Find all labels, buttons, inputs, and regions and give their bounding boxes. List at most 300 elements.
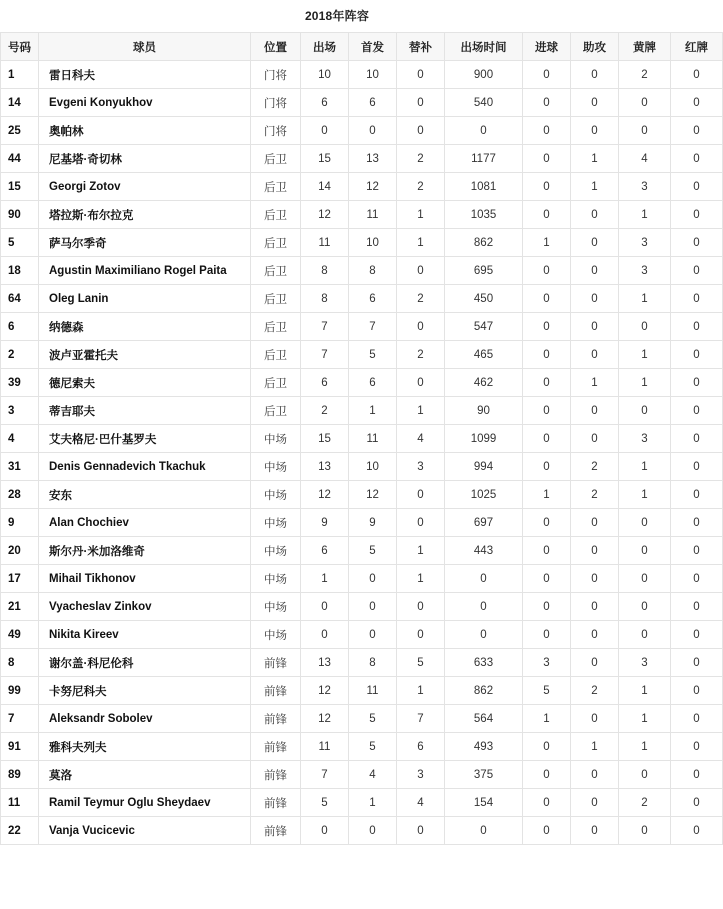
cell-position: 后卫 xyxy=(251,341,301,369)
cell-goals: 1 xyxy=(523,705,571,733)
cell-yellow: 0 xyxy=(619,89,671,117)
cell-player: Aleksandr Sobolev xyxy=(39,705,251,733)
cell-number: 17 xyxy=(1,565,39,593)
cell-starts: 11 xyxy=(349,425,397,453)
column-header-apps: 出场 xyxy=(301,33,349,61)
cell-position: 中场 xyxy=(251,593,301,621)
cell-number: 2 xyxy=(1,341,39,369)
cell-yellow: 3 xyxy=(619,257,671,285)
cell-apps: 7 xyxy=(301,761,349,789)
cell-yellow: 0 xyxy=(619,817,671,845)
cell-subs: 2 xyxy=(397,173,445,201)
cell-minutes: 862 xyxy=(445,229,523,257)
column-header-subs: 替补 xyxy=(397,33,445,61)
cell-yellow: 1 xyxy=(619,341,671,369)
cell-position: 前锋 xyxy=(251,817,301,845)
cell-position: 前锋 xyxy=(251,705,301,733)
cell-goals: 0 xyxy=(523,61,571,89)
cell-assists: 0 xyxy=(571,649,619,677)
cell-number: 90 xyxy=(1,201,39,229)
cell-apps: 11 xyxy=(301,733,349,761)
cell-subs: 1 xyxy=(397,537,445,565)
cell-minutes: 90 xyxy=(445,397,523,425)
table-row xyxy=(1,817,723,845)
cell-minutes: 0 xyxy=(445,621,523,649)
cell-subs: 1 xyxy=(397,565,445,593)
cell-number: 22 xyxy=(1,817,39,845)
column-header-player: 球员 xyxy=(39,33,251,61)
cell-goals: 1 xyxy=(523,481,571,509)
cell-assists: 0 xyxy=(571,565,619,593)
cell-yellow: 0 xyxy=(619,593,671,621)
cell-assists: 0 xyxy=(571,89,619,117)
cell-player: Georgi Zotov xyxy=(39,173,251,201)
cell-goals: 0 xyxy=(523,509,571,537)
cell-goals: 0 xyxy=(523,453,571,481)
cell-minutes: 1081 xyxy=(445,173,523,201)
cell-position: 前锋 xyxy=(251,761,301,789)
cell-player: Vanja Vucicevic xyxy=(39,817,251,845)
cell-subs: 0 xyxy=(397,817,445,845)
cell-position: 后卫 xyxy=(251,229,301,257)
cell-red: 0 xyxy=(671,173,723,201)
cell-assists: 0 xyxy=(571,537,619,565)
cell-red: 0 xyxy=(671,481,723,509)
cell-subs: 5 xyxy=(397,649,445,677)
cell-subs: 0 xyxy=(397,61,445,89)
cell-subs: 3 xyxy=(397,761,445,789)
cell-assists: 1 xyxy=(571,145,619,173)
cell-starts: 5 xyxy=(349,341,397,369)
cell-red: 0 xyxy=(671,621,723,649)
cell-minutes: 450 xyxy=(445,285,523,313)
cell-apps: 7 xyxy=(301,341,349,369)
cell-player: 奥帕林 xyxy=(39,117,251,145)
cell-minutes: 547 xyxy=(445,313,523,341)
table-row xyxy=(1,733,723,761)
cell-subs: 4 xyxy=(397,789,445,817)
table-header xyxy=(1,33,723,61)
cell-player: 尼基塔·奇切林 xyxy=(39,145,251,173)
squad-table xyxy=(0,32,723,845)
cell-goals: 0 xyxy=(523,145,571,173)
cell-red: 0 xyxy=(671,61,723,89)
cell-starts: 0 xyxy=(349,817,397,845)
cell-apps: 15 xyxy=(301,425,349,453)
cell-goals: 0 xyxy=(523,89,571,117)
cell-minutes: 154 xyxy=(445,789,523,817)
table-row xyxy=(1,313,723,341)
cell-assists: 0 xyxy=(571,509,619,537)
cell-yellow: 1 xyxy=(619,481,671,509)
column-header-red: 红牌 xyxy=(671,33,723,61)
cell-position: 门将 xyxy=(251,89,301,117)
cell-position: 中场 xyxy=(251,453,301,481)
cell-position: 前锋 xyxy=(251,649,301,677)
cell-minutes: 462 xyxy=(445,369,523,397)
table-row xyxy=(1,257,723,285)
cell-number: 7 xyxy=(1,705,39,733)
cell-assists: 0 xyxy=(571,229,619,257)
cell-minutes: 564 xyxy=(445,705,523,733)
cell-minutes: 1099 xyxy=(445,425,523,453)
cell-goals: 0 xyxy=(523,621,571,649)
cell-apps: 12 xyxy=(301,705,349,733)
cell-player: 谢尔盖·科尼伦科 xyxy=(39,649,251,677)
cell-minutes: 1025 xyxy=(445,481,523,509)
table-row xyxy=(1,677,723,705)
cell-apps: 12 xyxy=(301,481,349,509)
cell-red: 0 xyxy=(671,257,723,285)
cell-minutes: 465 xyxy=(445,341,523,369)
cell-red: 0 xyxy=(671,229,723,257)
cell-minutes: 862 xyxy=(445,677,523,705)
cell-yellow: 1 xyxy=(619,677,671,705)
cell-starts: 11 xyxy=(349,201,397,229)
cell-minutes: 633 xyxy=(445,649,523,677)
cell-starts: 7 xyxy=(349,313,397,341)
table-row xyxy=(1,285,723,313)
cell-yellow: 1 xyxy=(619,369,671,397)
cell-number: 9 xyxy=(1,509,39,537)
cell-player: Denis Gennadevich Tkachuk xyxy=(39,453,251,481)
cell-goals: 0 xyxy=(523,789,571,817)
table-row xyxy=(1,425,723,453)
cell-red: 0 xyxy=(671,789,723,817)
column-header-position: 位置 xyxy=(251,33,301,61)
cell-yellow: 2 xyxy=(619,61,671,89)
cell-number: 99 xyxy=(1,677,39,705)
cell-subs: 3 xyxy=(397,453,445,481)
cell-assists: 0 xyxy=(571,761,619,789)
cell-minutes: 1035 xyxy=(445,201,523,229)
cell-minutes: 0 xyxy=(445,565,523,593)
cell-player: 雅科夫列夫 xyxy=(39,733,251,761)
cell-assists: 0 xyxy=(571,425,619,453)
table-row xyxy=(1,789,723,817)
column-header-goals: 进球 xyxy=(523,33,571,61)
cell-player: 蒂吉耶夫 xyxy=(39,397,251,425)
cell-assists: 0 xyxy=(571,257,619,285)
cell-apps: 8 xyxy=(301,285,349,313)
cell-starts: 0 xyxy=(349,593,397,621)
cell-position: 后卫 xyxy=(251,173,301,201)
cell-minutes: 697 xyxy=(445,509,523,537)
cell-goals: 0 xyxy=(523,313,571,341)
cell-assists: 0 xyxy=(571,593,619,621)
cell-starts: 0 xyxy=(349,117,397,145)
cell-position: 门将 xyxy=(251,117,301,145)
cell-number: 91 xyxy=(1,733,39,761)
cell-yellow: 4 xyxy=(619,145,671,173)
cell-apps: 6 xyxy=(301,537,349,565)
cell-goals: 0 xyxy=(523,817,571,845)
cell-player: Agustin Maximiliano Rogel Paita xyxy=(39,257,251,285)
table-row xyxy=(1,117,723,145)
cell-red: 0 xyxy=(671,285,723,313)
cell-number: 11 xyxy=(1,789,39,817)
cell-yellow: 0 xyxy=(619,537,671,565)
cell-starts: 6 xyxy=(349,285,397,313)
cell-player: Ramil Teymur Oglu Sheydaev xyxy=(39,789,251,817)
cell-player: Mihail Tikhonov xyxy=(39,565,251,593)
table-row xyxy=(1,201,723,229)
cell-starts: 8 xyxy=(349,257,397,285)
cell-number: 25 xyxy=(1,117,39,145)
cell-number: 1 xyxy=(1,61,39,89)
cell-number: 6 xyxy=(1,313,39,341)
cell-minutes: 540 xyxy=(445,89,523,117)
cell-minutes: 375 xyxy=(445,761,523,789)
table-row xyxy=(1,509,723,537)
cell-red: 0 xyxy=(671,509,723,537)
cell-goals: 0 xyxy=(523,397,571,425)
cell-red: 0 xyxy=(671,145,723,173)
cell-subs: 0 xyxy=(397,369,445,397)
cell-subs: 0 xyxy=(397,621,445,649)
cell-apps: 8 xyxy=(301,257,349,285)
cell-number: 5 xyxy=(1,229,39,257)
cell-yellow: 2 xyxy=(619,789,671,817)
cell-goals: 0 xyxy=(523,341,571,369)
cell-apps: 10 xyxy=(301,61,349,89)
cell-yellow: 0 xyxy=(619,621,671,649)
cell-red: 0 xyxy=(671,537,723,565)
table-row xyxy=(1,145,723,173)
table-row xyxy=(1,341,723,369)
cell-apps: 6 xyxy=(301,89,349,117)
cell-red: 0 xyxy=(671,705,723,733)
cell-subs: 0 xyxy=(397,509,445,537)
cell-red: 0 xyxy=(671,313,723,341)
cell-yellow: 3 xyxy=(619,173,671,201)
cell-apps: 2 xyxy=(301,397,349,425)
cell-apps: 1 xyxy=(301,565,349,593)
cell-assists: 0 xyxy=(571,285,619,313)
table-row xyxy=(1,369,723,397)
cell-subs: 0 xyxy=(397,481,445,509)
cell-assists: 1 xyxy=(571,733,619,761)
cell-player: Alan Chochiev xyxy=(39,509,251,537)
table-row xyxy=(1,761,723,789)
cell-yellow: 0 xyxy=(619,761,671,789)
cell-minutes: 493 xyxy=(445,733,523,761)
cell-player: Nikita Kireev xyxy=(39,621,251,649)
cell-position: 中场 xyxy=(251,565,301,593)
cell-player: 雷日科夫 xyxy=(39,61,251,89)
cell-red: 0 xyxy=(671,565,723,593)
cell-apps: 11 xyxy=(301,229,349,257)
cell-position: 前锋 xyxy=(251,789,301,817)
cell-goals: 0 xyxy=(523,537,571,565)
cell-yellow: 3 xyxy=(619,229,671,257)
cell-subs: 2 xyxy=(397,145,445,173)
cell-apps: 12 xyxy=(301,201,349,229)
cell-assists: 0 xyxy=(571,789,619,817)
cell-player: Oleg Lanin xyxy=(39,285,251,313)
cell-starts: 6 xyxy=(349,369,397,397)
cell-apps: 0 xyxy=(301,817,349,845)
cell-position: 后卫 xyxy=(251,257,301,285)
cell-assists: 1 xyxy=(571,173,619,201)
cell-subs: 0 xyxy=(397,257,445,285)
cell-position: 中场 xyxy=(251,537,301,565)
cell-goals: 0 xyxy=(523,257,571,285)
cell-apps: 13 xyxy=(301,649,349,677)
cell-apps: 0 xyxy=(301,593,349,621)
cell-number: 21 xyxy=(1,593,39,621)
cell-position: 后卫 xyxy=(251,145,301,173)
cell-yellow: 3 xyxy=(619,649,671,677)
cell-assists: 0 xyxy=(571,705,619,733)
cell-goals: 0 xyxy=(523,201,571,229)
cell-number: 44 xyxy=(1,145,39,173)
cell-apps: 5 xyxy=(301,789,349,817)
cell-position: 中场 xyxy=(251,509,301,537)
cell-number: 8 xyxy=(1,649,39,677)
cell-number: 39 xyxy=(1,369,39,397)
cell-apps: 7 xyxy=(301,313,349,341)
table-row xyxy=(1,537,723,565)
table-row xyxy=(1,593,723,621)
cell-apps: 9 xyxy=(301,509,349,537)
cell-position: 中场 xyxy=(251,621,301,649)
cell-number: 28 xyxy=(1,481,39,509)
cell-red: 0 xyxy=(671,201,723,229)
cell-starts: 8 xyxy=(349,649,397,677)
cell-subs: 2 xyxy=(397,341,445,369)
cell-minutes: 443 xyxy=(445,537,523,565)
cell-number: 89 xyxy=(1,761,39,789)
cell-subs: 2 xyxy=(397,285,445,313)
column-header-yellow: 黄牌 xyxy=(619,33,671,61)
table-row xyxy=(1,173,723,201)
cell-starts: 1 xyxy=(349,789,397,817)
cell-number: 3 xyxy=(1,397,39,425)
cell-yellow: 0 xyxy=(619,313,671,341)
table-row xyxy=(1,89,723,117)
cell-player: 萨马尔季奇 xyxy=(39,229,251,257)
cell-yellow: 0 xyxy=(619,509,671,537)
cell-starts: 12 xyxy=(349,481,397,509)
cell-position: 前锋 xyxy=(251,677,301,705)
cell-number: 18 xyxy=(1,257,39,285)
cell-subs: 0 xyxy=(397,117,445,145)
cell-assists: 0 xyxy=(571,313,619,341)
cell-player: Vyacheslav Zinkov xyxy=(39,593,251,621)
cell-yellow: 3 xyxy=(619,425,671,453)
cell-goals: 0 xyxy=(523,117,571,145)
cell-yellow: 0 xyxy=(619,565,671,593)
cell-assists: 2 xyxy=(571,677,619,705)
table-row xyxy=(1,453,723,481)
table-row xyxy=(1,397,723,425)
cell-player: 斯尔丹·米加洛维奇 xyxy=(39,537,251,565)
cell-position: 后卫 xyxy=(251,369,301,397)
cell-number: 64 xyxy=(1,285,39,313)
cell-yellow: 0 xyxy=(619,397,671,425)
cell-starts: 4 xyxy=(349,761,397,789)
cell-red: 0 xyxy=(671,397,723,425)
cell-apps: 15 xyxy=(301,145,349,173)
cell-position: 后卫 xyxy=(251,285,301,313)
cell-subs: 0 xyxy=(397,593,445,621)
cell-starts: 5 xyxy=(349,537,397,565)
column-header-assists: 助攻 xyxy=(571,33,619,61)
cell-position: 后卫 xyxy=(251,201,301,229)
cell-subs: 1 xyxy=(397,677,445,705)
cell-number: 31 xyxy=(1,453,39,481)
cell-apps: 14 xyxy=(301,173,349,201)
cell-assists: 1 xyxy=(571,369,619,397)
cell-apps: 0 xyxy=(301,621,349,649)
cell-goals: 0 xyxy=(523,425,571,453)
cell-number: 4 xyxy=(1,425,39,453)
cell-position: 前锋 xyxy=(251,733,301,761)
cell-goals: 0 xyxy=(523,173,571,201)
cell-subs: 0 xyxy=(397,89,445,117)
cell-starts: 12 xyxy=(349,173,397,201)
cell-yellow: 1 xyxy=(619,733,671,761)
cell-assists: 2 xyxy=(571,481,619,509)
cell-red: 0 xyxy=(671,89,723,117)
table-row xyxy=(1,649,723,677)
table-header-row xyxy=(1,33,723,61)
cell-starts: 1 xyxy=(349,397,397,425)
cell-number: 49 xyxy=(1,621,39,649)
cell-apps: 6 xyxy=(301,369,349,397)
cell-apps: 12 xyxy=(301,677,349,705)
cell-red: 0 xyxy=(671,369,723,397)
cell-yellow: 0 xyxy=(619,117,671,145)
cell-minutes: 1177 xyxy=(445,145,523,173)
cell-starts: 0 xyxy=(349,565,397,593)
cell-subs: 6 xyxy=(397,733,445,761)
cell-starts: 0 xyxy=(349,621,397,649)
cell-assists: 0 xyxy=(571,61,619,89)
cell-red: 0 xyxy=(671,117,723,145)
page-title: 2018年阵容 xyxy=(304,9,370,23)
cell-assists: 0 xyxy=(571,397,619,425)
cell-subs: 7 xyxy=(397,705,445,733)
cell-red: 0 xyxy=(671,425,723,453)
cell-goals: 0 xyxy=(523,593,571,621)
cell-position: 后卫 xyxy=(251,397,301,425)
column-header-starts: 首发 xyxy=(349,33,397,61)
cell-goals: 0 xyxy=(523,761,571,789)
cell-starts: 10 xyxy=(349,453,397,481)
cell-yellow: 1 xyxy=(619,201,671,229)
cell-subs: 4 xyxy=(397,425,445,453)
table-row xyxy=(1,705,723,733)
cell-yellow: 1 xyxy=(619,453,671,481)
cell-number: 20 xyxy=(1,537,39,565)
cell-minutes: 0 xyxy=(445,593,523,621)
cell-red: 0 xyxy=(671,817,723,845)
table-row xyxy=(1,229,723,257)
cell-player: 纳德森 xyxy=(39,313,251,341)
cell-position: 门将 xyxy=(251,61,301,89)
cell-red: 0 xyxy=(671,649,723,677)
cell-red: 0 xyxy=(671,593,723,621)
cell-number: 14 xyxy=(1,89,39,117)
table-row xyxy=(1,621,723,649)
cell-player: 波卢亚霍托夫 xyxy=(39,341,251,369)
table-row xyxy=(1,481,723,509)
cell-red: 0 xyxy=(671,677,723,705)
cell-yellow: 1 xyxy=(619,285,671,313)
cell-minutes: 0 xyxy=(445,117,523,145)
